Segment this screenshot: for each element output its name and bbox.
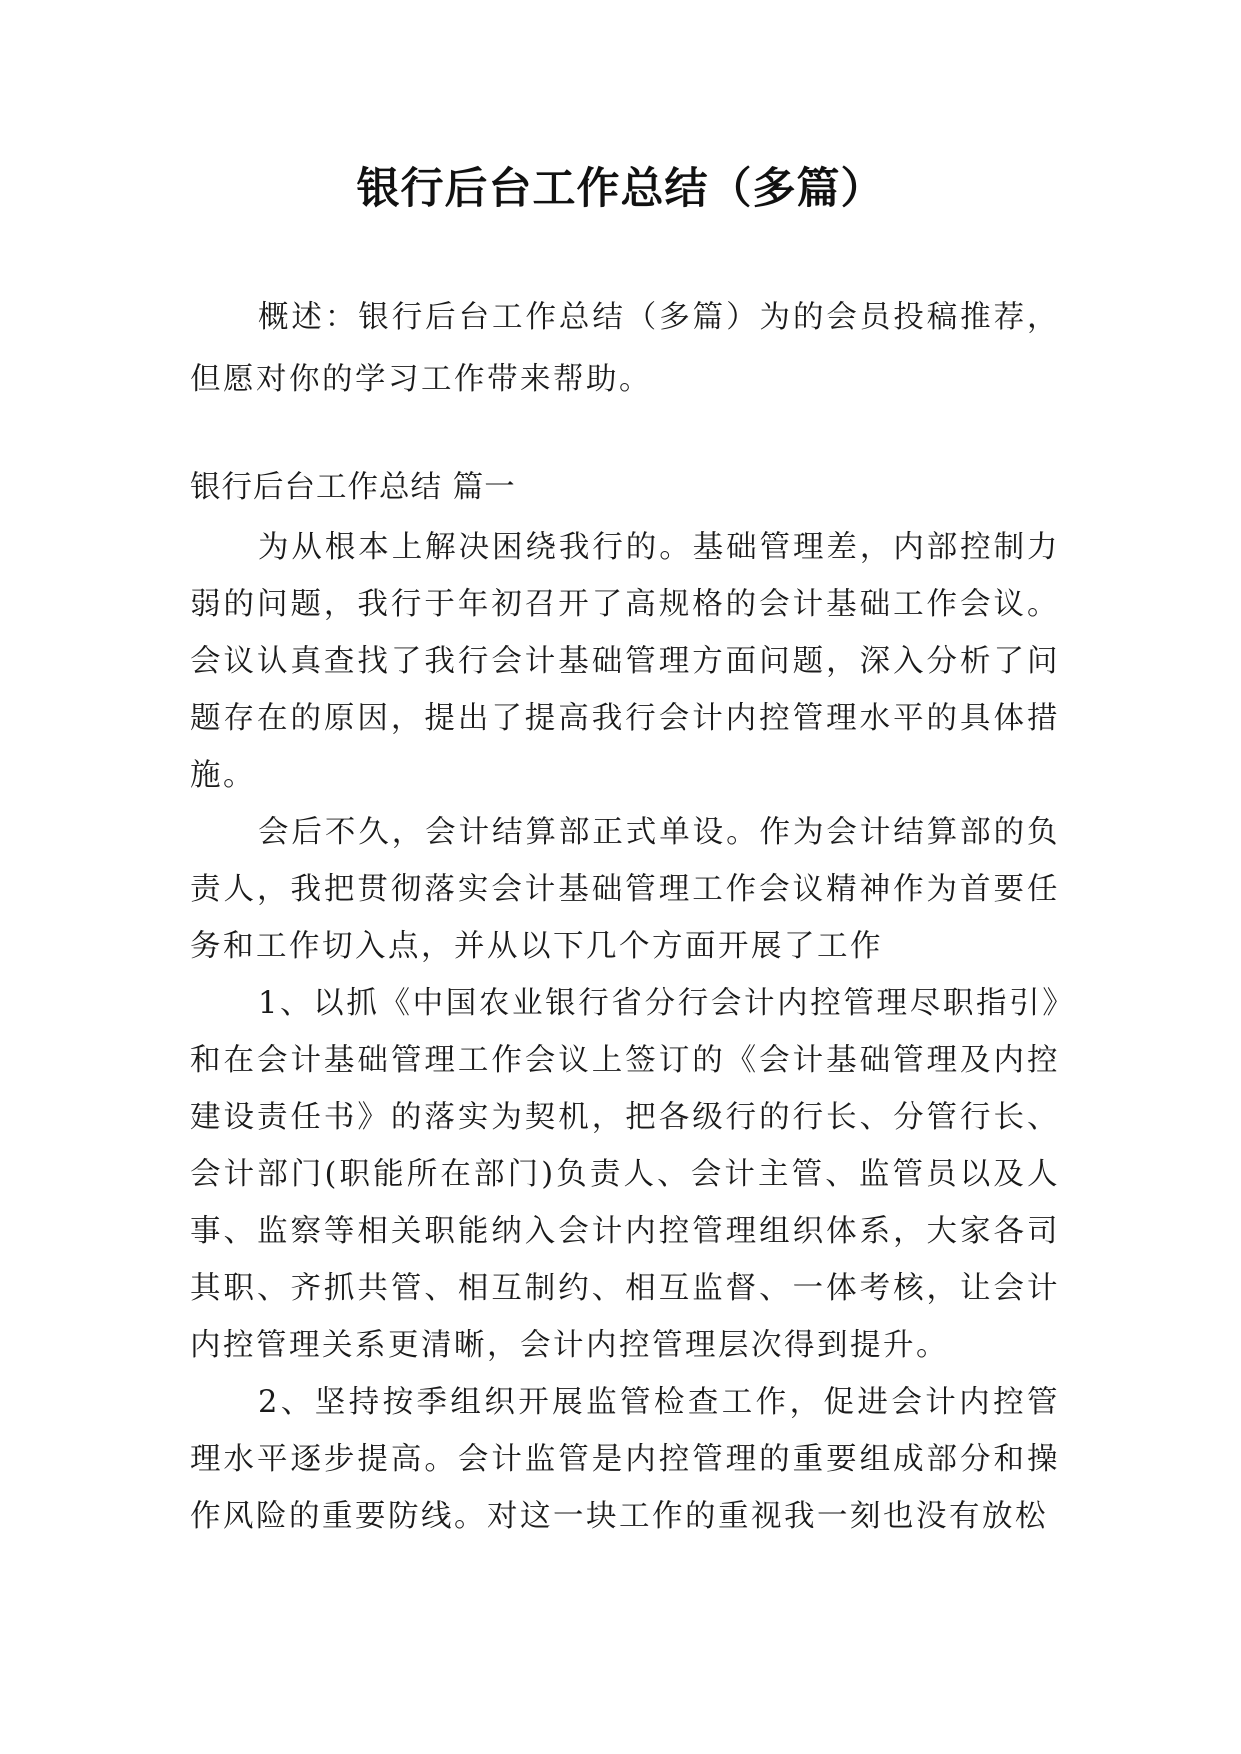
body-paragraph: 会后不久，会计结算部正式单设。作为会计结算部的负责人，我把贯彻落实会计基础管理工作会议精神作为首要任务和工作切入点，并从以下几个方面开展了工作 — [190, 815, 1060, 964]
section-body — [190, 519, 1060, 1545]
body-paragraph: 2、坚持按季组织开展监管检查工作，促进会计内控管理水平逐步提高。会计监管是内控管理的重要组成部分和操作风险的重要防线。对这一块工作的重视我一刻也没有放松 — [190, 1385, 1060, 1534]
body-paragraph: 1、以抓《中国农业银行省分行会计内控管理尽职指引》和在会计基础管理工作会议上签订的《会计基础管理及内控建设责任书》的落实为契机，把各级行的行长、分管行长、会计部门(职能所在部门)负责人、会计主管、监管员以及人事、监察等相关职能纳入会计内控管理组织体系，大家各司其职、齐抓共管、相互制约、相互监督、一体考核，让会计内控管理关系更清晰，会计内控管理层次得到提升。 — [190, 986, 1060, 1363]
summary-paragraph: 概述：银行后台工作总结（多篇）为的会员投稿推荐，但愿对你的学习工作带来帮助。 — [190, 300, 1060, 397]
section-heading: 银行后台工作总结 篇一 — [190, 470, 516, 505]
document-title: 银行后台工作总结（多篇） — [356, 164, 885, 214]
body-paragraph: 为从根本上解决困绕我行的。基础管理差，内部控制力弱的问题，我行于年初召开了高规格的会计基础工作会议。会议认真查找了我行会计基础管理方面问题，深入分析了问题存在的原因，提出了提高我行会计内控管理水平的具体措施。 — [190, 530, 1060, 793]
